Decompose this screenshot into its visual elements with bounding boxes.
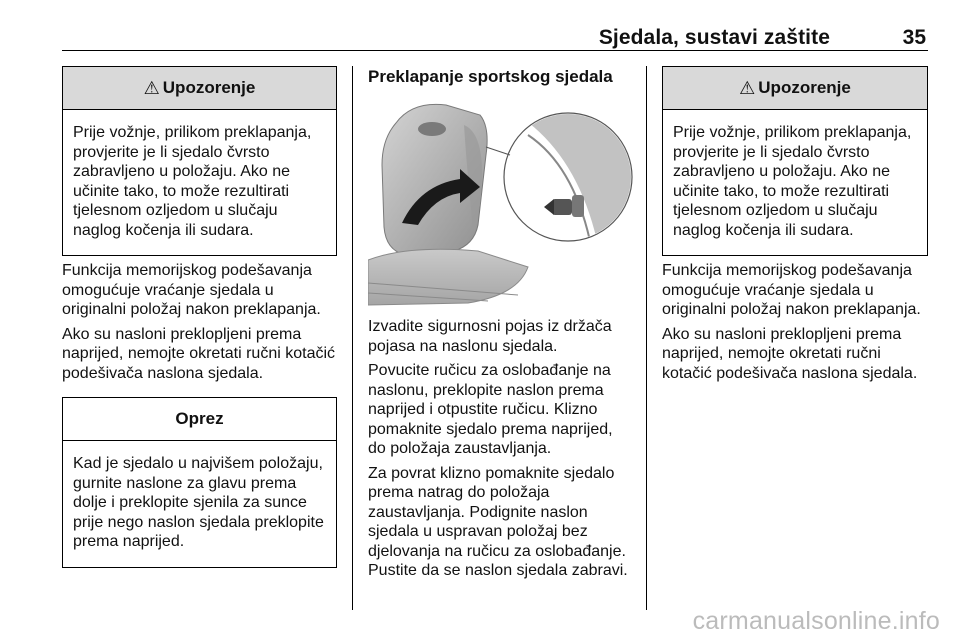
warning-title-text: Upozorenje <box>758 78 851 97</box>
warning-title-text: Upozorenje <box>162 78 256 97</box>
warning-triangle-icon: ⚠ <box>739 77 756 98</box>
paragraph: Za povrat klizno pomaknite sjedalo prema natrag do položaja zaustavljanja. Podignite naslon sjedala u uspravan položaj bez djelovanja na ručicu za oslobađanje. Pustite da se naslon sjedala zabravi. <box>368 464 628 579</box>
warning-box <box>662 66 928 256</box>
paragraph: Funkcija memorijskog podešavanja omogućuje vraćanje sjedala u originalni položaj nakon preklapanja. <box>662 262 921 318</box>
warning-box-title <box>663 67 927 110</box>
column-1 <box>62 66 337 568</box>
page-header-title: Sjedala, sustavi zaštite <box>598 26 830 49</box>
column-2 <box>368 66 634 581</box>
section-heading: Preklapanje sportskog sjedala <box>368 67 613 86</box>
paragraph: Povucite ručicu za oslobađanje na naslonu, preklopite naslon prema naprijed i otpustite ručicu. Klizno pomaknite sjedalo prema naprijed, do položaja zaustavljanja. <box>368 362 613 457</box>
watermark: carmanualsonline.info <box>692 607 940 635</box>
caution-box-title: Oprez <box>63 398 336 441</box>
seat-illustration-graphic <box>368 95 633 309</box>
warning-box-text: Prije vožnje, prilikom preklapanja, provjerite je li sjedalo čvrsto zabravljeno u položaju. Ako ne učinite tako, to može rezultirati tjelesnom ozljedom u slučaju naglog kočenja ili sudara. <box>73 124 312 239</box>
paragraph: Funkcija memorijskog podešavanja omogućuje vraćanje sjedala u originalni položaj nakon preklapanja. <box>62 262 321 318</box>
warning-box-text: Prije vožnje, prilikom preklapanja, provjerite je li sjedalo čvrsto zabravljeno u položaju. Ako ne učinite tako, to može rezultirati tjelesnom ozljedom u slučaju naglog kočenja ili sudara. <box>673 124 912 239</box>
warning-box <box>62 66 337 256</box>
paragraph: Ako su nasloni preklopljeni prema naprijed, nemojte okretati ručni kotačić podešivača naslona sjedala. <box>662 325 918 382</box>
paragraph: Izvadite sigurnosni pojas iz držača pojasa na naslonu sjedala. <box>368 318 612 355</box>
warning-box-title <box>63 67 336 110</box>
paragraph: Ako su nasloni preklopljeni prema naprijed, nemojte okretati ručni kotačić podešivača naslona sjedala. <box>62 325 336 382</box>
header-rule <box>62 50 928 51</box>
warning-triangle-icon: ⚠ <box>143 77 160 98</box>
caution-box <box>62 397 337 568</box>
column-divider <box>352 66 353 610</box>
caution-box-text: Kad je sjedalo u najvišem položaju, gurnite naslone za glavu prema dolje i preklopite sjenila za sunce prije nego naslon sjedala preklopite prema naprijed. <box>73 455 324 550</box>
column-3 <box>662 66 928 383</box>
column-divider <box>646 66 647 610</box>
seat-folding-illustration <box>368 95 633 309</box>
page-number: 35 <box>902 26 926 49</box>
